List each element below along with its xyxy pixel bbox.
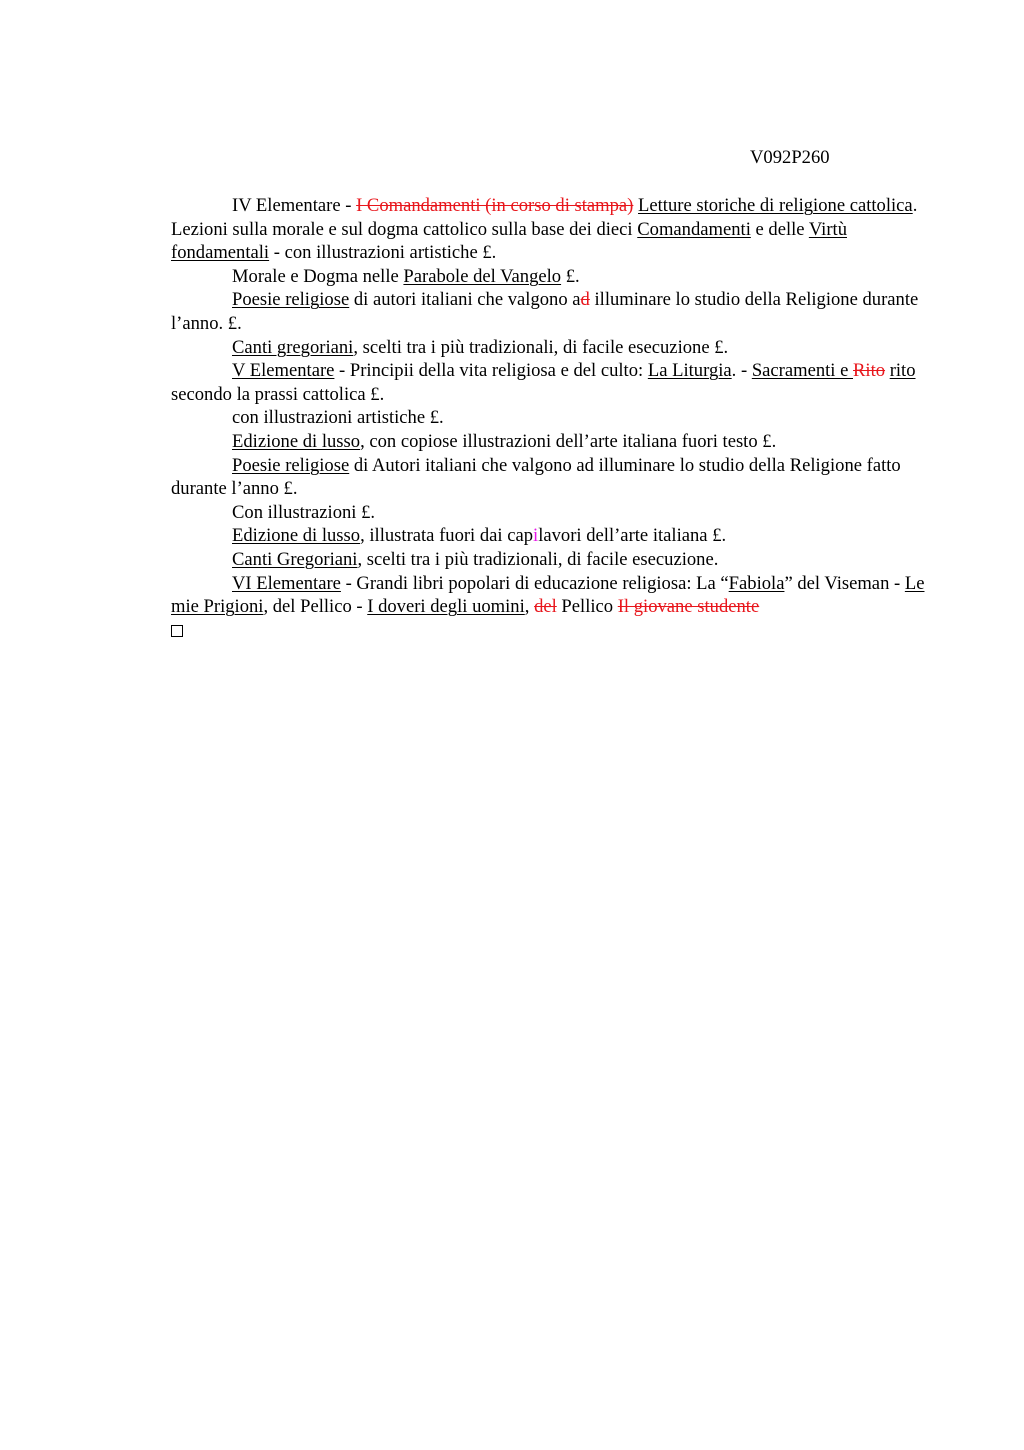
text-span: . - — [731, 360, 752, 382]
inserted-text: i — [533, 525, 539, 547]
underlined-title: V Elementare — [232, 360, 335, 382]
underlined-title: rito — [889, 360, 916, 382]
text-span: - con illustrazioni artistiche £. — [269, 242, 497, 264]
paragraph-canti-gregoriani-1 — [171, 336, 931, 360]
underlined-title: Poesie religiose — [232, 289, 350, 311]
text-span: , illustrata fuori dai cap — [360, 525, 534, 547]
underlined-title: Poesie religiose — [232, 454, 350, 476]
paragraph-canti-gregoriani-2 — [171, 548, 931, 572]
paragraph-edizione-lusso-2 — [171, 524, 931, 548]
underlined-title: Sacramenti e — [751, 360, 853, 382]
text-span: Con illustrazioni £. — [232, 501, 376, 523]
text-span: , con copiose illustrazioni dell’arte italiana fuori testo £. — [360, 430, 777, 452]
deleted-text: I Comandamenti (in corso di stampa) — [356, 195, 634, 216]
paragraph-edizione-lusso-1 — [171, 430, 931, 454]
text-span: , scelti tra i più tradizionali, di facile esecuzione £. — [353, 336, 729, 358]
checkbox-square-icon — [171, 625, 183, 637]
underlined-title: VI Elementare — [232, 572, 341, 594]
text-span: - Principii della vita religiosa e del culto: — [334, 360, 648, 382]
underlined-title: Fabiola — [728, 572, 785, 594]
deleted-text: del — [534, 596, 557, 618]
underlined-title: Edizione di lusso — [232, 525, 361, 547]
underlined-title: Canti gregoriani — [232, 336, 354, 358]
underlined-title: Comandamenti — [637, 218, 751, 240]
paragraph-morale-dogma — [171, 265, 931, 289]
paragraph-poesie-religiose-2 — [171, 454, 931, 501]
text-span: di autori italiani che valgono a — [349, 289, 581, 311]
paragraph-con-illustrazioni — [171, 501, 931, 525]
paragraph-v-elementare — [171, 359, 931, 406]
text-span: , scelti tra i più tradizionali, di facile esecuzione. — [357, 548, 719, 570]
text-span: illuminare lo studio della Religione durante l’anno. £. — [171, 289, 919, 334]
text-span: Pellico — [556, 596, 618, 618]
text-span: - Grandi libri popolari di educazione religiosa: La “ — [340, 572, 729, 594]
deleted-text: Il giovane studente — [617, 596, 760, 618]
document-id: V092P260 — [750, 147, 830, 168]
text-span: Morale e Dogma nelle — [232, 265, 404, 287]
text-span: di Autori italiani che valgono ad illuminare lo studio della Religione fatto durante l’anno £. — [171, 454, 901, 500]
text-span: secondo la prassi cattolica £. — [171, 383, 385, 405]
deleted-text: Rito — [853, 360, 886, 382]
text-span: e delle — [750, 218, 809, 240]
underlined-title: Canti Gregoriani — [232, 548, 358, 570]
paragraph-iv-elementare — [171, 194, 931, 265]
text-span: lavori dell’arte italiana £. — [538, 525, 727, 547]
underlined-title: La Liturgia — [647, 360, 732, 382]
text-span: , — [524, 596, 535, 618]
document-body — [171, 194, 931, 643]
paragraph-poesie-religiose-1 — [171, 288, 931, 335]
underlined-title: Virtù fondamentali — [171, 218, 847, 264]
text-span: ” del Viseman - — [784, 572, 905, 594]
text-span: con illustrazioni artistiche £. — [232, 407, 444, 429]
underlined-title: Edizione di lusso — [232, 430, 361, 452]
deleted-text: d — [580, 289, 590, 311]
underlined-title: Parabole del Vangelo — [403, 265, 562, 287]
text-span: £. — [561, 265, 580, 287]
paragraph-illustrazioni-artistiche — [171, 406, 931, 430]
underlined-title: Le mie Prigioni — [171, 572, 925, 618]
underlined-title: Letture storiche di religione cattolica — [638, 195, 913, 216]
paragraph-vi-elementare — [171, 572, 931, 619]
underlined-title: I doveri degli uomini — [367, 596, 525, 618]
text-span: . Lezioni sulla morale e sul dogma cattolico sulla base dei dieci — [171, 195, 918, 240]
text-span: IV Elementare - — [232, 195, 357, 216]
text-span: , del Pellico - — [263, 596, 368, 618]
end-marker-row — [171, 619, 931, 644]
